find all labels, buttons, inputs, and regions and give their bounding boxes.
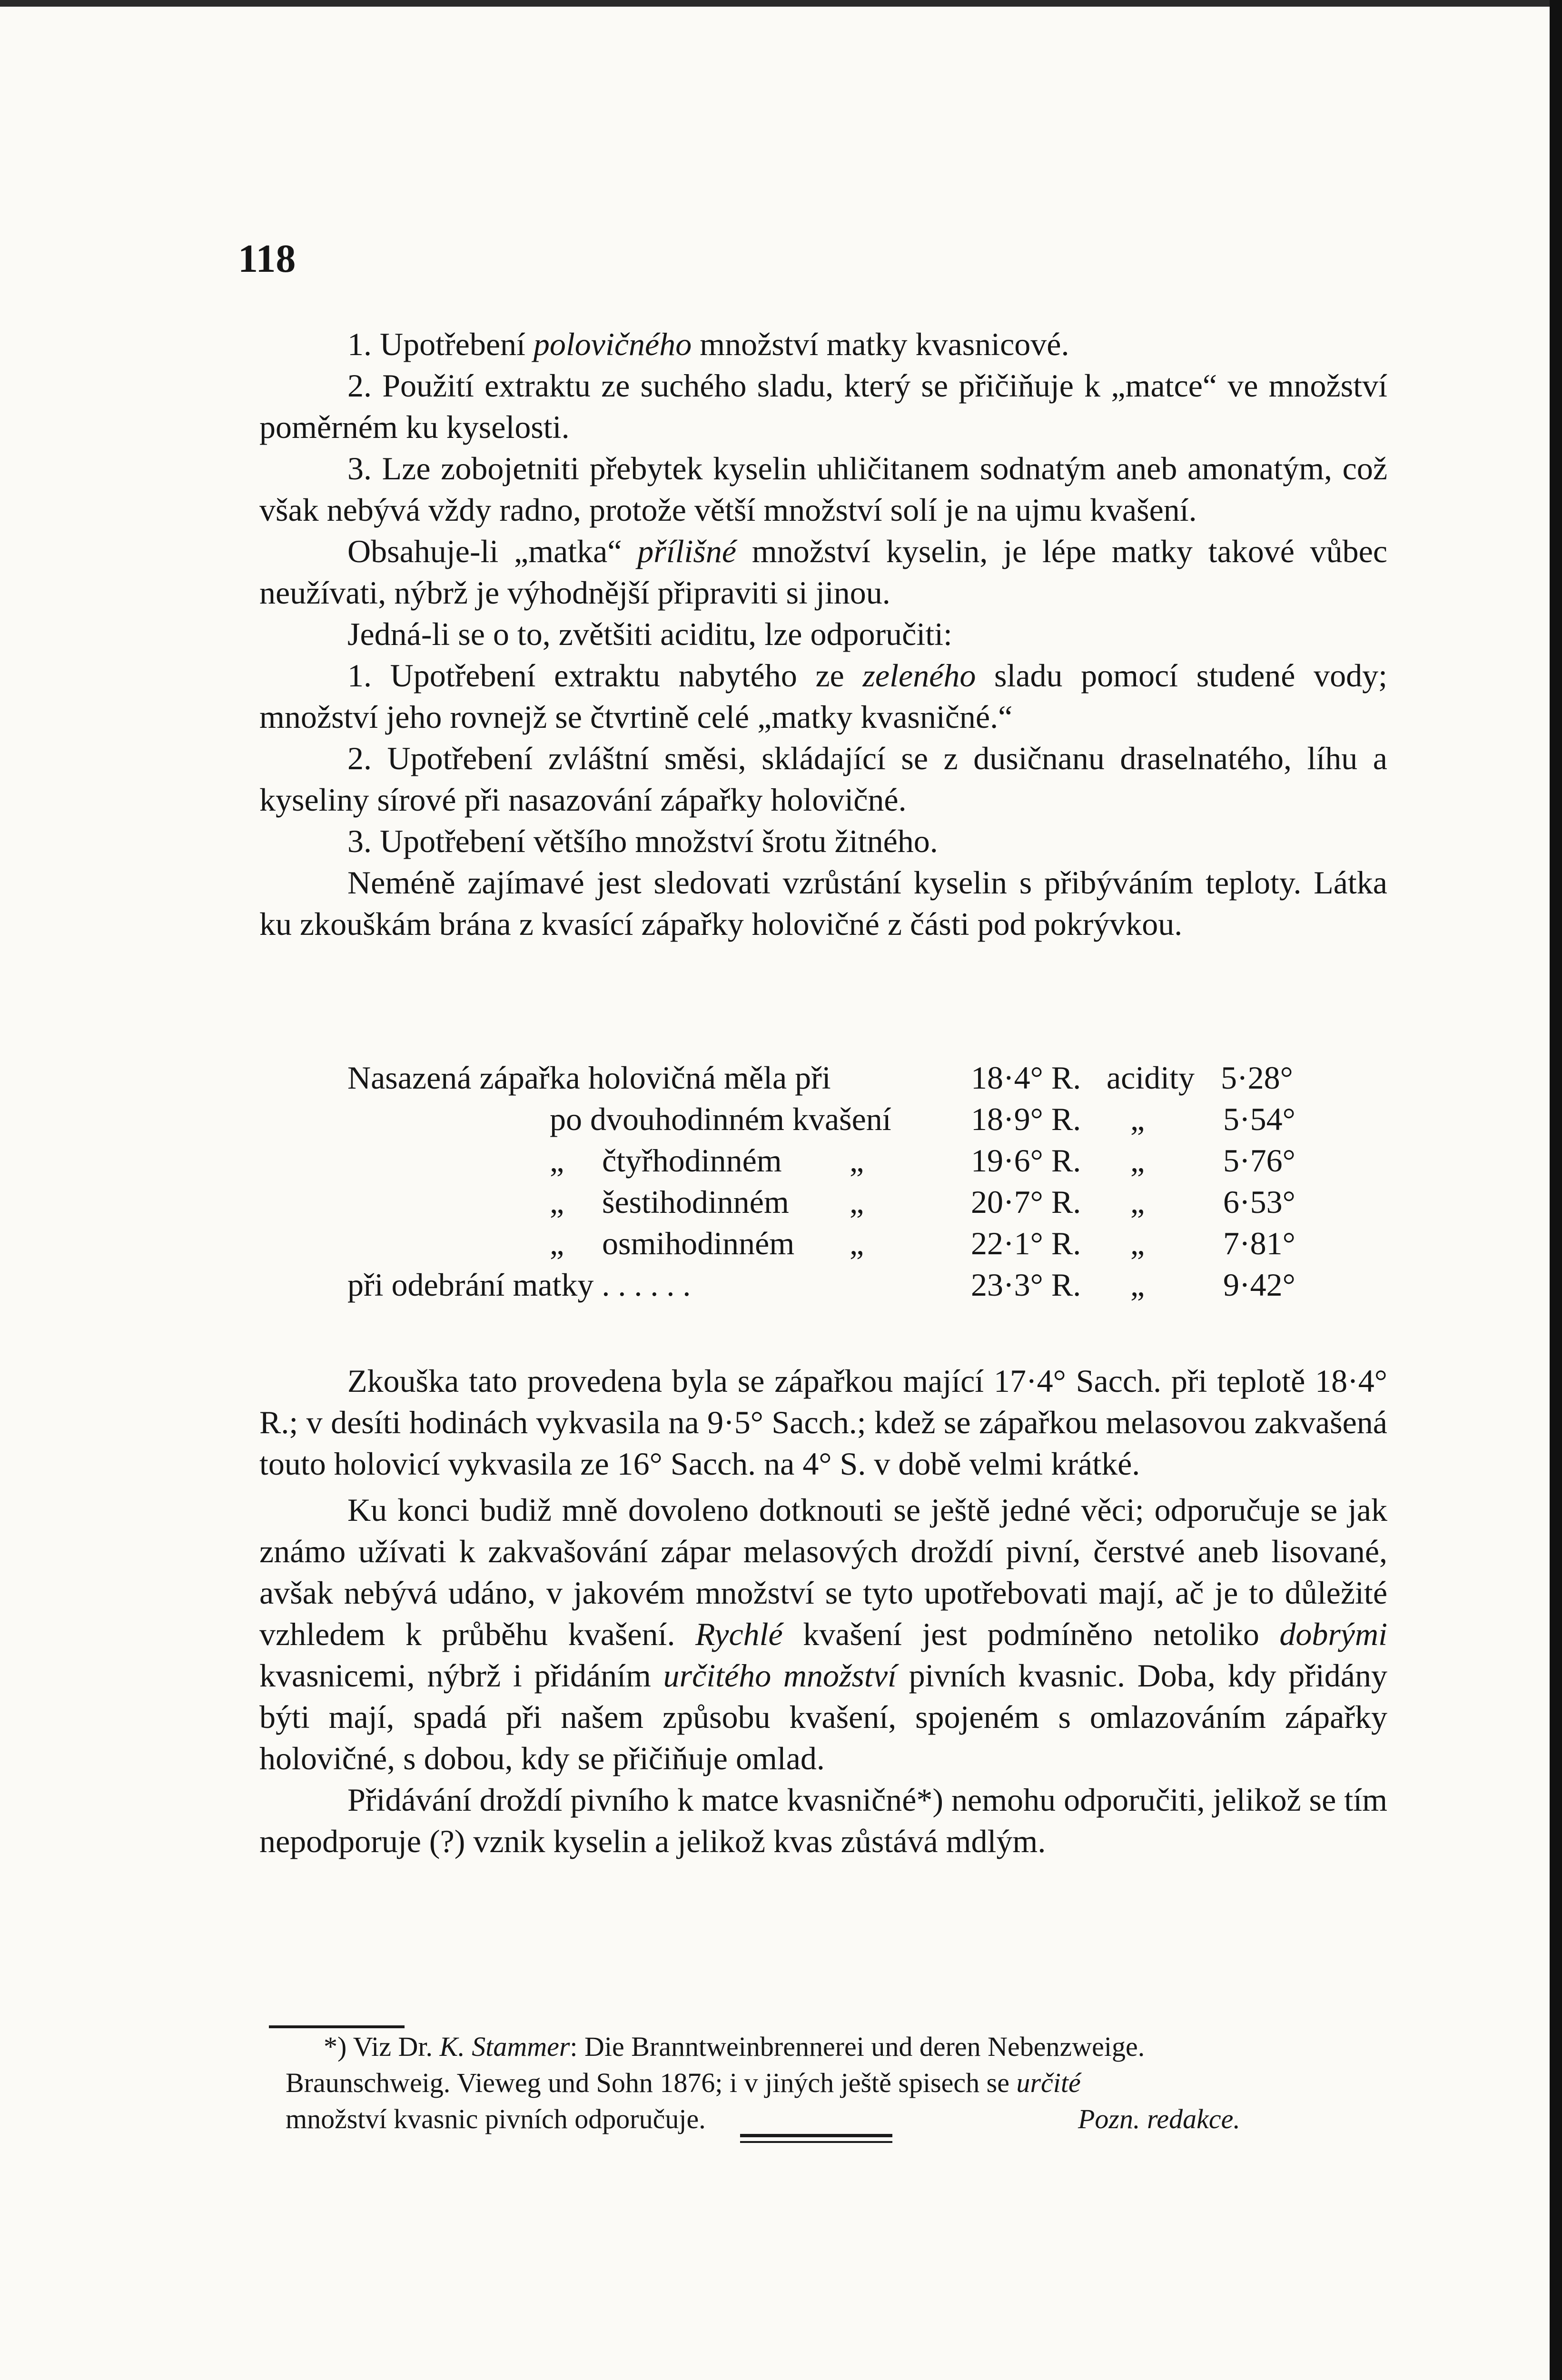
row-temperature: 23·3° R. [971, 1267, 1081, 1303]
lower-body-text [259, 1360, 1387, 1862]
italic-text: určitého množství [663, 1657, 897, 1694]
text-run: 1. Upotřebení [347, 326, 534, 362]
footnote-line [324, 2029, 1385, 2065]
row-temperature: 18·4° R. [971, 1060, 1081, 1096]
row-value: 7·81° [1223, 1225, 1295, 1261]
paragraph [259, 614, 1387, 655]
text-run: *) Viz Dr. [324, 2031, 440, 2062]
row-label: osmihodinném [602, 1225, 795, 1261]
text-run: Jedná-li se o to, zvětšiti aciditu, lze odporučiti: [347, 616, 952, 652]
text-run: 3. Upotřebení většího množství šrotu žitného. [347, 823, 938, 859]
text-run: 2. Upotřebení zvláštní směsi, skládající se z dusičnanu draselnatého, líhu a kyseliny sírové při nasazování zápařky holovičné. [259, 740, 1387, 818]
text-run: : Die Branntweinbrennerei und deren Nebenzweige. [570, 2031, 1145, 2062]
end-rule-top [740, 2134, 892, 2137]
acidity-table [259, 1059, 1387, 1308]
row-label: Nasazená zápařka holovičná měla při [347, 1060, 831, 1096]
paragraph [259, 324, 1387, 365]
editor-note: Pozn. redakce. [1078, 2103, 1240, 2134]
paragraph [259, 1360, 1387, 1485]
table-row [259, 1101, 1387, 1142]
text-run: 1. Upotřebení extraktu nabytého ze [347, 657, 863, 694]
row-temperature: 20·7° R. [971, 1184, 1081, 1220]
footnote-rule [269, 2025, 405, 2028]
row-ditto: „ [850, 1142, 864, 1179]
text-run: Ku konci budiž mně dovoleno dotknouti se ještě jedné věci; odporučuje se jak známo užívati k zakvašování zápar melasových droždí pivní, čerstvé aneb lisované, avšak nebývá udáno, v jakovém množství se tyto upotřebovati mají, ač je to důležité vzhledem k průběhu kvašení. [259, 1492, 1387, 1652]
row-label: čtyřhodinném [602, 1142, 782, 1179]
text-run: 3. Lze zobojetniti přebytek kyselin uhličitanem sodnatým aneb amonatým, což však nebývá vždy radno, protože větší množství solí je na ujmu kvašení. [259, 450, 1387, 528]
row-ditto: „ [550, 1184, 564, 1220]
row-value: 5·76° [1223, 1142, 1295, 1179]
text-run: kvasnicemi, nýbrž i přidáním [259, 1657, 663, 1694]
row-label: při odebrání matky . . . . . . [347, 1267, 691, 1303]
italic-text: určité [1016, 2067, 1081, 2098]
row-value: 5·54° [1223, 1101, 1295, 1137]
text-run: Přidávání droždí pivního k matce kvasničné*) nemohu odporučiti, jelikož se tím nepodporuje (?) vznik kyselin a jelikož kvas zůstává mdlým. [259, 1782, 1387, 1859]
text-run: množství matky kvasnicové. [692, 326, 1069, 362]
upper-body-text [259, 324, 1387, 945]
italic-text: přílišné [637, 533, 737, 569]
scan-right-edge [1550, 0, 1562, 2380]
text-run: množství kyselin, je lépe matky takové vůbec neužívati, nýbrž je výhodnější připraviti si jinou. [259, 533, 1387, 611]
page-number: 118 [238, 237, 296, 281]
row-value: 6·53° [1223, 1184, 1295, 1220]
footnote-line [286, 2101, 1385, 2137]
italic-text: zeleného [862, 657, 976, 694]
row-ditto: „ [550, 1225, 564, 1261]
text-run: množství kvasnic pivních odporučuje. [286, 2103, 706, 2134]
row-acidity-label: acidity [1107, 1060, 1195, 1096]
paragraph [259, 655, 1387, 738]
text-run: Zkouška tato provedena byla se zápařkou mající 17·4° Sacch. při teplotě 18·4° R.; v desíti hodinách vykvasila na 9·5° Sacch.; kdež se zápařkou melasovou zakvašená touto holovicí vykvasila ze 16° Sacch. na 4° S. v době velmi krátké. [259, 1363, 1387, 1482]
text-run: kvašení jest podmíněno netoliko [782, 1616, 1280, 1652]
footnote-line [286, 2065, 1385, 2101]
paragraph [259, 821, 1387, 862]
row-ditto: „ [1130, 1267, 1145, 1303]
text-run: Neméně zajímavé jest sledovati vzrůstání kyselin s přibýváním teploty. Látka ku zkouškám brána z kvasící zápařky holovičné z části pod pokrývkou. [259, 864, 1387, 942]
italic-text: polovičného [533, 326, 692, 362]
italic-text: dobrými [1279, 1616, 1387, 1652]
paragraph [259, 531, 1387, 614]
table-row [259, 1183, 1387, 1225]
row-ditto: „ [1130, 1142, 1145, 1179]
paragraph [259, 738, 1387, 821]
paragraph [259, 448, 1387, 531]
row-ditto: „ [1130, 1184, 1145, 1220]
paragraph [259, 365, 1387, 448]
row-ditto: „ [1130, 1225, 1145, 1261]
paragraph [259, 1779, 1387, 1862]
footnote [286, 2029, 1385, 2137]
row-temperature: 19·6° R. [971, 1142, 1081, 1179]
table-row [259, 1266, 1387, 1308]
row-ditto: „ [1130, 1101, 1145, 1137]
text-run: Braunschweig. Vieweg und Sohn 1876; i v jiných ještě spisech se [286, 2067, 1017, 2098]
text-run: 2. Použití extraktu ze suchého sladu, který se přičiňuje k „matce“ ve množství poměrném ku kyselosti. [259, 367, 1387, 445]
table-row [259, 1142, 1387, 1183]
row-label: po dvouhodinném kvašení [550, 1101, 891, 1137]
row-temperature: 22·1° R. [971, 1225, 1081, 1261]
row-ditto: „ [850, 1184, 864, 1220]
row-label: šestihodinném [602, 1184, 789, 1220]
row-ditto: „ [850, 1225, 864, 1261]
scan-top-edge [0, 0, 1562, 7]
italic-text: K. Stammer [439, 2031, 570, 2062]
row-temperature: 18·9° R. [971, 1101, 1081, 1137]
row-value: 9·42° [1223, 1267, 1295, 1303]
italic-text: Rychlé [695, 1616, 783, 1652]
text-run: Obsahuje-li „matka“ [347, 533, 638, 569]
text-run: pivních kvasnic. Doba, kdy přidány býti mají, spadá při našem způsobu kvašení, spojeném s omlazováním zápařky holovičné, s dobou, kdy se přičiňuje omlad. [259, 1657, 1387, 1776]
row-ditto: „ [550, 1142, 564, 1179]
text-run: sladu pomocí studené vody; množství jeho rovnejž se čtvrtině celé „matky kvasničné.“ [259, 657, 1388, 735]
footnote-text [286, 2103, 706, 2134]
row-value: 5·28° [1221, 1060, 1293, 1096]
table-row [259, 1225, 1387, 1266]
end-rule-bottom [740, 2141, 892, 2143]
paragraph [259, 1489, 1387, 1779]
table-row [259, 1059, 1387, 1101]
paragraph [259, 862, 1387, 945]
